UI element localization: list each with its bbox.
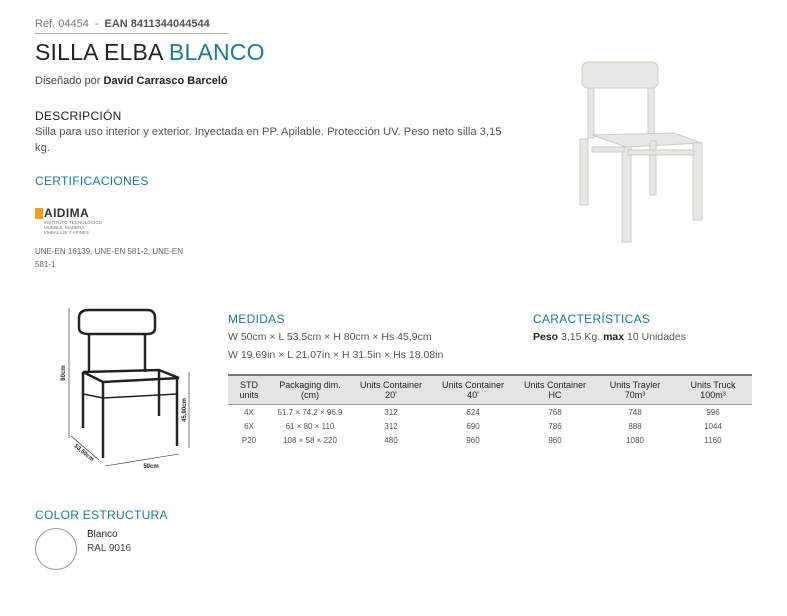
col-header-line: Units Truck: [690, 380, 736, 390]
aidima-logo: [35, 206, 105, 235]
table-cell: 748: [628, 407, 642, 417]
table-cell: 888: [628, 421, 642, 431]
table-cell: 690: [466, 421, 480, 431]
color-heading: COLOR ESTRUCTURA: [35, 508, 168, 522]
description-text: Silla para uso interior y exterior. Inyectada en PP. Apilable. Protección UV. Peso neto silla 3,15 kg.: [35, 126, 502, 154]
col-header-line: 40': [467, 390, 479, 400]
col-header-line: (cm): [301, 390, 319, 400]
ean-code: EAN 8411344044544: [104, 18, 210, 30]
width-label: 50cm: [143, 464, 159, 470]
table-row: [228, 405, 752, 420]
dimensions-metric: W 50cm × L 53,5cm × H 80cm × Hs 45,9cm: [228, 331, 432, 343]
packaging-table: [228, 374, 752, 447]
product-title: [35, 39, 265, 66]
table-row: [228, 419, 752, 433]
table-row: [228, 433, 752, 447]
table-cell: 996: [706, 407, 720, 417]
technical-drawing: [55, 298, 195, 473]
aidima-logo-name: AIDIMA: [44, 206, 90, 220]
ref-number: Ref. 04454: [35, 18, 89, 30]
ref-separator: -: [94, 18, 99, 30]
aidima-logo-subtitle: [44, 220, 104, 235]
color-swatch: [35, 528, 77, 570]
col-header-line: 100m³: [700, 390, 726, 400]
table-cell: 480: [384, 435, 398, 445]
table-cell: 1160: [704, 435, 722, 445]
dimensions-imperial: W 19.69in × L 21.07in × H 31.5in × Hs 18.08in: [228, 349, 444, 361]
col-header-truck: [674, 375, 752, 405]
aidima-logo-mark: [35, 208, 43, 219]
reference-line: [35, 18, 210, 30]
table-cell: 108 × 58 × 220: [283, 435, 337, 445]
col-header-line: 70m³: [624, 390, 646, 400]
table-cell: 624: [466, 407, 480, 417]
seat-height-label: 45,90cm: [182, 398, 188, 422]
col-header-line: Units Container: [441, 380, 505, 390]
designer-prefix: Diseñado por: [35, 75, 101, 87]
table-cell: 312: [384, 407, 398, 417]
aidima-subtitle-1: INSTITUTO TECNOLÓGICO: [44, 220, 103, 225]
certification-standards: UNE-EN 16139, UNE-EN 581-2, UNE-EN 581-1: [35, 247, 184, 269]
col-header-std: [228, 375, 270, 405]
col-header-packaging: [270, 375, 350, 405]
table-cell: 960: [548, 435, 562, 445]
depth-label: 53,50cm: [72, 443, 95, 464]
col-header-line: units: [239, 390, 259, 400]
peso-value: 3,15 Kg.: [561, 331, 601, 343]
title-main: SILLA ELBA: [35, 39, 163, 65]
col-header-line: Units Container: [523, 380, 587, 390]
reference-underline: [35, 33, 228, 34]
table-cell: 786: [548, 421, 562, 431]
col-header-line: STD: [240, 380, 258, 390]
col-header-line: 20': [385, 390, 397, 400]
height-label: 80cm: [61, 365, 67, 381]
col-header-container-40: [432, 375, 514, 405]
col-header-line: HC: [548, 390, 562, 400]
title-accent: BLANCO: [168, 39, 265, 65]
characteristics-line: [533, 331, 686, 343]
table-cell: 960: [466, 435, 480, 445]
aidima-subtitle-2: MUEBLE, MADERA, EMBALAJE Y AFINES: [44, 225, 89, 235]
color-code: RAL 9016: [87, 543, 132, 554]
col-header-line: Units Trayler: [609, 380, 661, 390]
col-header-trayler: [596, 375, 674, 405]
color-name: Blanco: [87, 529, 118, 540]
table-cell: P20: [241, 435, 257, 445]
table-cell: 312: [384, 421, 398, 431]
medidas-heading: MEDIDAS: [228, 312, 285, 326]
chair-photo: [570, 55, 720, 245]
designer-name: David Carrasco Barceló: [103, 75, 228, 87]
designer-line: [35, 75, 228, 87]
table-cell: 768: [548, 407, 562, 417]
table-cell: 51.7 × 74.2 × 96.9: [277, 407, 343, 417]
col-header-container-hc: [514, 375, 596, 405]
col-header-line: Packaging dim.: [279, 380, 341, 390]
table-cell: 6X: [244, 421, 254, 431]
max-label: max: [603, 331, 625, 343]
description-heading: DESCRIPCIÓN: [35, 109, 122, 123]
table-header-row: [228, 375, 752, 405]
max-value: 10 Unidades: [627, 331, 686, 343]
table-cell: 1080: [626, 435, 644, 445]
col-header-line: Units Container: [359, 380, 423, 390]
certifications-heading: CERTIFICACIONES: [35, 174, 149, 188]
table-cell: 1044: [704, 421, 722, 431]
table-cell: 61 × 80 × 110: [285, 421, 335, 431]
col-header-container-20: [350, 375, 432, 405]
caracteristicas-heading: CARACTERÍSTICAS: [533, 312, 651, 326]
peso-label: Peso: [533, 331, 559, 343]
table-cell: 4X: [244, 407, 254, 417]
